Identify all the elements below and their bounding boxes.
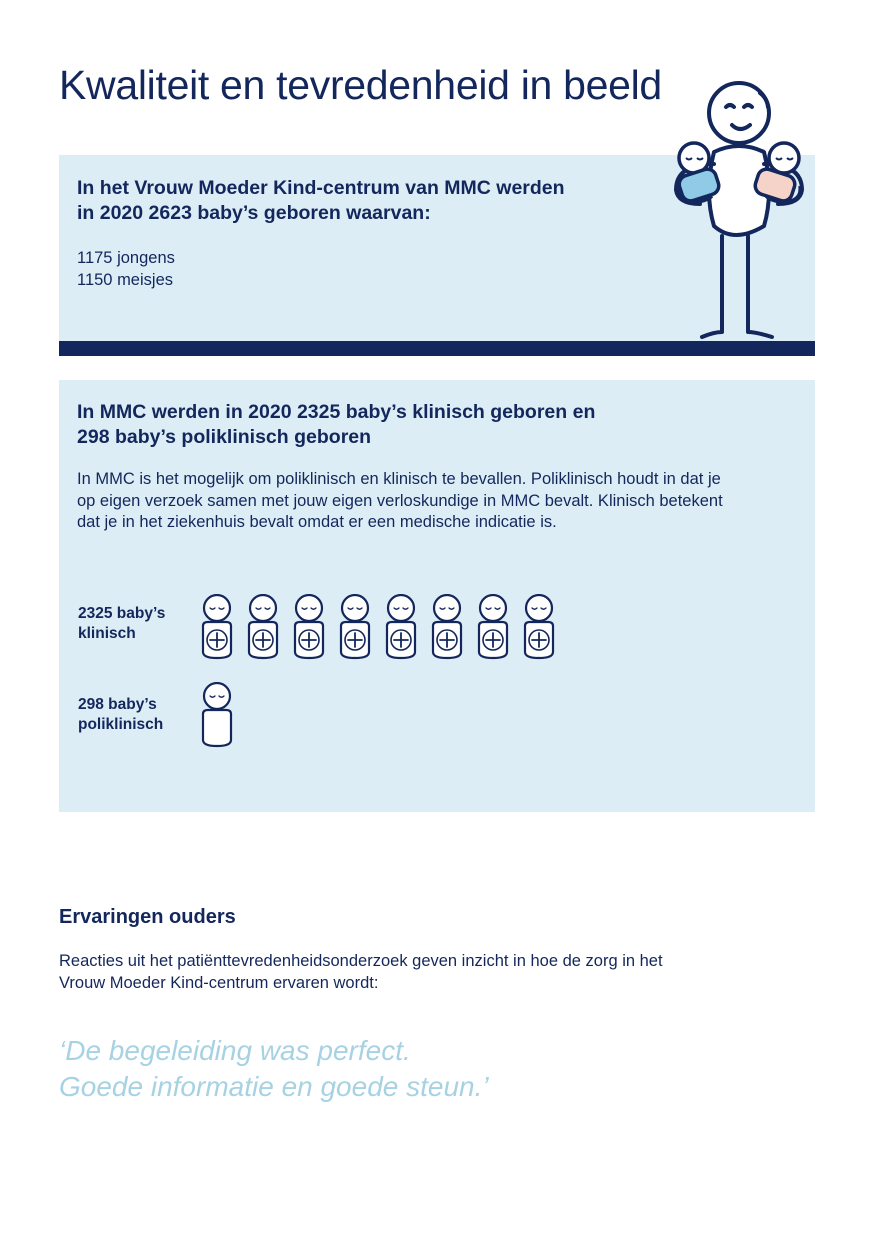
delivery-body-line3: dat je in het ziekenhuis bevalt omdat er een medische indicatie is. — [77, 513, 557, 531]
girls-count: 1150 meisjes — [77, 271, 173, 289]
experiences-body-line2: Vrouw Moeder Kind-centrum ervaren wordt: — [59, 974, 379, 992]
clinical-label — [78, 604, 165, 644]
births-heading — [77, 176, 597, 226]
boys-count: 1175 jongens — [77, 249, 175, 267]
baby-with-cross-icon — [522, 594, 556, 660]
baby-icon — [200, 682, 234, 748]
outpatient-label-line2: poliklinisch — [78, 716, 164, 733]
delivery-heading-line2: 298 baby’s poliklinisch geboren — [77, 426, 372, 448]
clinical-label-line1: 2325 baby’s — [78, 605, 166, 622]
parent-quote — [59, 1033, 489, 1105]
page-title: Kwaliteit en tevredenheid in beeld — [59, 62, 662, 108]
quote-line1: ‘De begeleiding was perfect. — [59, 1035, 411, 1066]
quote-line2: Goede informatie en goede steun.’ — [59, 1071, 489, 1102]
baby-with-cross-icon — [430, 594, 464, 660]
mother-holding-twins-icon — [670, 80, 810, 345]
baby-with-cross-icon — [246, 594, 280, 660]
delivery-heading-line1: In MMC werden in 2020 2325 baby’s klinisch geboren en — [77, 401, 596, 423]
outpatient-label-line1: 298 baby’s — [78, 696, 157, 713]
clinical-label-line2: klinisch — [78, 625, 136, 642]
births-heading-line2: in 2020 2623 baby’s geboren waarvan: — [77, 202, 431, 224]
experiences-title: Ervaringen ouders — [59, 906, 236, 928]
baby-with-cross-icon — [200, 594, 234, 660]
delivery-body — [77, 469, 777, 534]
experiences-body — [59, 950, 759, 994]
experiences-body-line1: Reacties uit het patiënttevredenheidsonderzoek geven inzicht in hoe de zorg in het — [59, 952, 663, 970]
delivery-body-line2: op eigen verzoek samen met jouw eigen verloskundige in MMC bevalt. Klinisch betekent — [77, 491, 723, 510]
delivery-heading — [77, 400, 637, 450]
births-heading-line1: In het Vrouw Moeder Kind-centrum van MMC werden — [77, 177, 565, 199]
baby-with-cross-icon — [476, 594, 510, 660]
baby-with-cross-icon — [384, 594, 418, 660]
delivery-body-line1: In MMC is het mogelijk om poliklinisch en klinisch te bevallen. Poliklinisch houdt in dat je — [77, 470, 721, 488]
baby-with-cross-icon — [338, 594, 372, 660]
outpatient-label — [78, 695, 163, 735]
baby-with-cross-icon — [292, 594, 326, 660]
delivery-panel — [59, 380, 815, 812]
